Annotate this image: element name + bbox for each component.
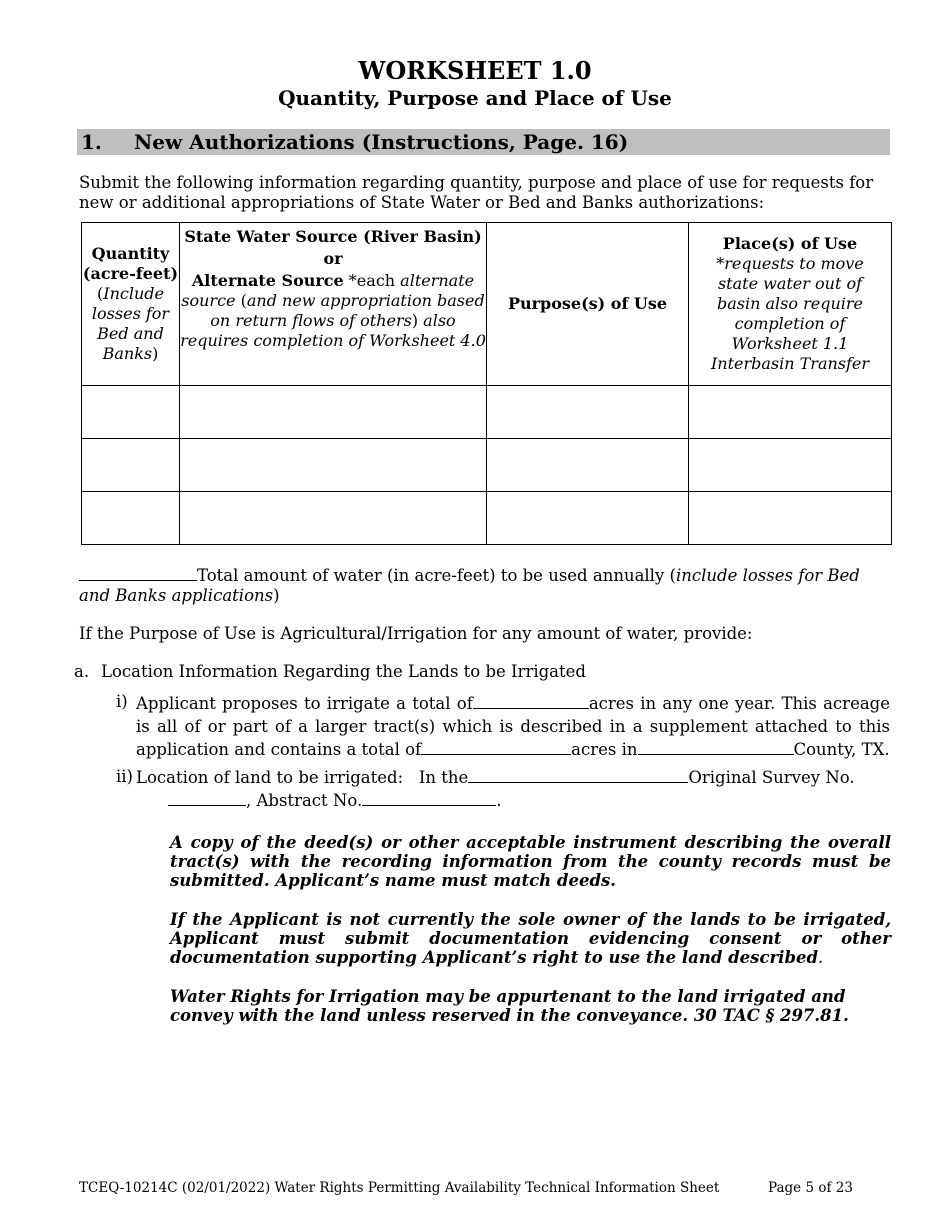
header-purpose [487, 223, 689, 386]
abstract-number-blank[interactable] [362, 790, 496, 806]
header-water-source [180, 223, 487, 386]
table-row [82, 439, 892, 492]
place-cell[interactable] [689, 439, 892, 492]
purpose-cell[interactable] [487, 386, 689, 439]
page-title: WORKSHEET 1.0 [358, 56, 592, 85]
total-amount-italic: include losses for Bed and Banks applications [79, 566, 860, 605]
place-cell[interactable] [689, 386, 892, 439]
header-quantity [82, 223, 180, 386]
source-cell[interactable] [180, 492, 487, 545]
agricultural-intro: If the Purpose of Use is Agricultural/Irrigation for any amount of water, provide: [79, 624, 753, 643]
total-amount-text: Total amount of water (in acre-feet) to be used annually ( [197, 566, 676, 585]
item-i-label: i) [116, 692, 128, 711]
ownership-requirement-note: If the Applicant is not currently the sole owner of the lands to be irrigated, Applicant must submit documentation evidencing consent or other documentation supporting Applicant’s right to use the land described. [170, 910, 891, 967]
table-header-row [82, 223, 892, 386]
item-ii-line2: , Abstract No. . [168, 790, 501, 811]
item-a [74, 662, 885, 682]
authorization-table [81, 222, 892, 545]
total-amount-blank[interactable] [79, 565, 197, 581]
table-row [82, 492, 892, 545]
intro-text: Submit the following information regarding quantity, purpose and place of use for requests for new or additional appropriations of State Water or Bed and Banks authorizations: [79, 173, 874, 212]
table-row [82, 386, 892, 439]
place-cell[interactable] [689, 492, 892, 545]
item-i-text: Applicant proposes to irrigate a total of acres in any one year. This acreage is all of or part of a larger tract(s) which is described in a supplement attached to this application and contains a total of acres in County, TX. [136, 694, 890, 759]
header-purpose-title: Purpose(s) of Use [507, 294, 668, 313]
quantity-cell[interactable] [82, 439, 180, 492]
page-subtitle: Quantity, Purpose and Place of Use [278, 86, 672, 110]
survey-name-blank[interactable] [468, 767, 688, 783]
header-place-title: Place(s) of Use [722, 234, 858, 253]
survey-number-blank[interactable] [168, 790, 246, 806]
header-source-title: State Water Source (River Basin) [184, 227, 482, 246]
purpose-cell[interactable] [487, 492, 689, 545]
total-acres-blank[interactable] [421, 739, 571, 755]
item-a-label: a. [74, 662, 90, 681]
header-place-note: *requests to move state water out of basin also require completion of Worksheet 1.1 Interbasin Transfer [710, 254, 870, 373]
header-place [689, 223, 892, 386]
total-amount-line: Total amount of water (in acre-feet) to be used annually (include losses for Bed and Banks applications) [79, 566, 860, 605]
section-title: New Authorizations (Instructions, Page. 16) [134, 130, 629, 154]
section-heading [77, 129, 890, 155]
county-blank[interactable] [638, 739, 794, 755]
source-cell[interactable] [180, 439, 487, 492]
footer-page-number: Page 5 of 23 [768, 1180, 853, 1196]
header-quantity-title: Quantity (acre-feet) [82, 244, 179, 283]
section-number: 1. [81, 130, 102, 154]
item-ii-label: ii) [116, 767, 133, 786]
quantity-cell[interactable] [82, 492, 180, 545]
purpose-cell[interactable] [487, 439, 689, 492]
acres-per-year-blank[interactable] [473, 693, 589, 709]
appurtenance-note: Water Rights for Irrigation may be appurtenant to the land irrigated and convey with the land unless reserved in the conveyance. 30 TAC § 297.81. [170, 987, 849, 1025]
item-i [116, 692, 890, 762]
quantity-cell[interactable] [82, 386, 180, 439]
footer-form-id: TCEQ-10214C (02/01/2022) Water Rights Permitting Availability Technical Information Sheet [79, 1180, 720, 1196]
deed-requirement-note: A copy of the deed(s) or other acceptable instrument describing the overall tract(s) with the recording information from the county records must be submitted. Applicant’s name must match deeds. [170, 833, 891, 890]
source-cell[interactable] [180, 386, 487, 439]
header-source-or: or [323, 249, 343, 268]
item-ii-line1: Location of land to be irrigated: In the Original Survey No. [136, 768, 855, 787]
item-a-text: Location Information Regarding the Lands to be Irrigated [101, 662, 586, 681]
header-alternate-source: Alternate Source *each alternate source (and new appropriation based on return flows of others) also requires completion of Worksheet 4.0 [180, 271, 486, 350]
header-quantity-note: (Include losses for Bed and Banks) [91, 284, 170, 363]
